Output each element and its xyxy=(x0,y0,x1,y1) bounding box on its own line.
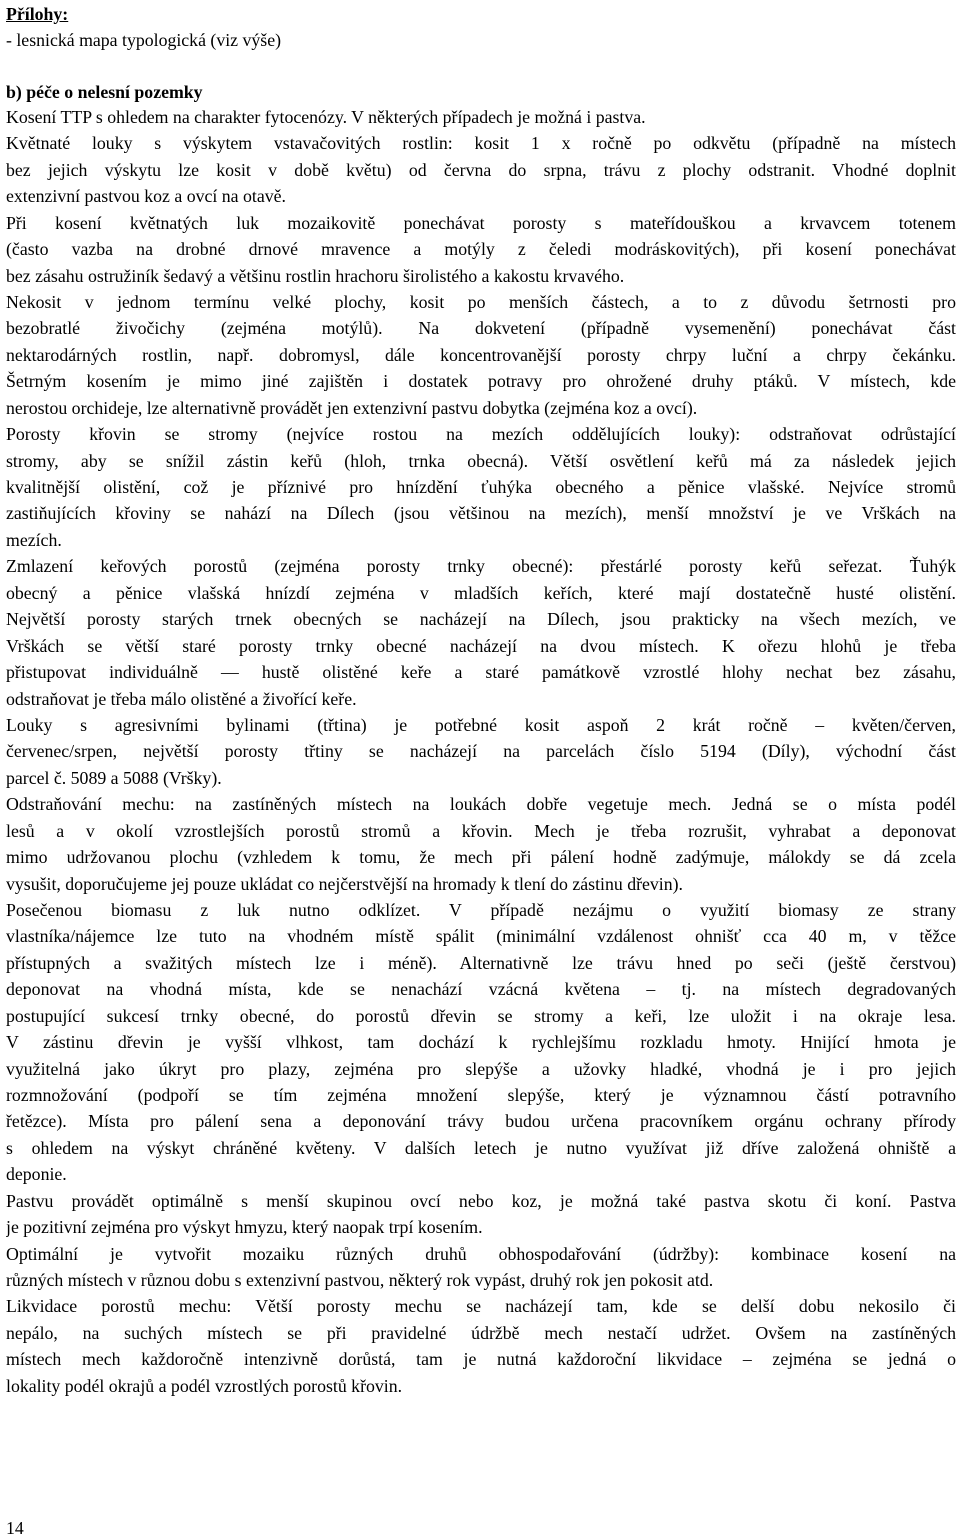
section-title: b) péče o nelesní pozemky xyxy=(6,82,203,102)
attachments-heading: Přílohy: xyxy=(6,4,69,24)
text-line: Nekosit v jednom termínu velké plochy, kosit po menších částech, a to z důvodu šetrnosti pro xyxy=(6,292,956,312)
text-line: nepálo, na suchých místech se při pravidelné údržbě mech nestačí udržet. Ovšem na zastíněných xyxy=(6,1322,956,1343)
text-line: nerostou orchideje, lze alternativně provádět jen extenzivní pastvu dobytka (zejména koz a ovcí). xyxy=(6,397,698,418)
text-line: Porosty křovin se stromy (nejvíce rostou na mezích oddělujících louky): odstraňovat odrůstající xyxy=(6,424,956,445)
text-line: Optimální je vytvořit mozaiku různých druhů obhospodařování (údržby): kombinace kosení na xyxy=(6,1243,956,1264)
text-line: Květnaté louky s výskytem vstavačovitých rostlin: kosit 1 x ročně po odkvětu (případně na místech xyxy=(6,133,956,154)
text-line: vlastníka/nájemce lze tuto na vhodném místě spálit (minimální vzdálenost ohnišť cca 40 m, v těžce xyxy=(6,926,956,947)
text-line: mezích. xyxy=(6,529,62,550)
text-line: stromy, aby se snížil zástin keřů (hloh, trnka obecná). Větší osvětlení keřů má za následek jejich xyxy=(6,450,956,471)
text-line: parcel č. 5089 a 5088 (Vršky). xyxy=(6,767,222,788)
text-line: lokality podél okrajů a podél vzrostlých porostů křovin. xyxy=(6,1375,403,1396)
text-line: obecný a pěnice vlašská hnízdí zejména v mladších keřích, které mají dostatečně husté olistění. xyxy=(6,582,956,603)
page-number: 14 xyxy=(6,1518,24,1538)
text-line: řetězce). Místa pro pálení sena a deponování trávy budou určena pracovníkem orgánu ochrany přírody xyxy=(6,1111,956,1132)
text-line: Posečenou biomasu z luk nutno odklízet. V případě nezájmu o využití biomasy ze strany xyxy=(6,899,956,920)
text-line: odstraňovat je třeba málo olistěné a živořící keře. xyxy=(6,688,357,709)
text-line: přistupovat individuálně — hustě olistěné keře a staré památkově vzrostlé hlohy nechat bez zásahu, xyxy=(6,662,956,682)
text-line: deponie. xyxy=(6,1164,67,1185)
text-line: extenzivní pastvou koz a ovcí na otavě. xyxy=(6,186,286,207)
text-line: Vrškách se větší staré porosty trnky obecné nacházejí na dvou místech. K ořezu hlohů je třeba xyxy=(6,635,956,656)
text-line: využitelná jako úkryt pro plazy, zejména pro slepýše a užovky hladké, vhodná je i pro jejich xyxy=(6,1058,956,1079)
text-line: vysušit, doporučujeme jej pouze ukládat co nejčerstvější na hromady k tlení do zástinu dřevin). xyxy=(6,873,683,894)
text-line: bez jejich výskytu lze kosit v době květu) od června do srpna, trávu z plochy odstranit. Vhodné doplnit xyxy=(6,159,956,180)
text-line: Kosení TTP s ohledem na charakter fytocenózy. V některých případech je možná i pastva. xyxy=(6,107,646,127)
text-line: Při kosení květnatých luk mozaikovitě ponechávat porosty s mateřídouškou a krvavcem totenem xyxy=(6,212,956,233)
text-line: místech mech každoročně intenzivně dorůstá, tam je nutná každoroční likvidace – zejména se jedná o xyxy=(6,1349,956,1370)
text-line: Zmlazení keřových porostů (zejména porosty trnky obecné): přestárlé porosty keřů seřezat. Ťuhýk xyxy=(6,556,956,577)
text-line: bez zásahu ostružiník šedavý a většinu rostlin hrachoru širolistého a kakostu krvavého. xyxy=(6,265,625,286)
text-line: s ohledem na výskyt chráněné květeny. V dalších letech je nutno využívat již dříve založená ohniště a xyxy=(6,1137,956,1158)
text-line: deponovat na vhodná místa, kde se nenachází vzácná květena – tj. na místech degradovaných xyxy=(6,979,956,1000)
text-line: zastiňujících křoviny se nahází na Dílech (jsou většinou na mezích), menší množství je ve Vrškách na xyxy=(6,503,956,524)
text-line: bezobratlé živočichy (zejména motýlů). Na dokvetení (případně vysemenění) ponechávat část xyxy=(6,318,956,339)
text-line: mimo udržovanou plochu (vzhledem k tomu, že mech při pálení hodně zadýmuje, málokdy se dá zcela xyxy=(6,847,956,867)
text-line: Největší porosty starých trnek obecných se nacházejí na Dílech, jsou prakticky na všech mezích, ve xyxy=(6,609,956,630)
text-line: Pastvu provádět optimálně s menší skupinou ovcí nebo koz, je možná také pastva skotu či koní. Pastva xyxy=(6,1190,956,1211)
text-line: (často vazba na drobné drnové mravence a motýly z čeledi modráskovitých), při kosení ponechávat xyxy=(6,239,956,260)
text-line: různých místech v různou dobu s extenzivní pastvou, některý rok vypást, druhý rok jen pokosit atd. xyxy=(6,1269,714,1290)
text-line: rozmnožování (podpoří se tím zejména množení slepýše, který je významnou částí potravního xyxy=(6,1084,956,1105)
text-line: postupující sukcesí trnky obecné, do porostů dřevin se stromy a keři, lze uložit i na okraje lesa. xyxy=(6,1005,956,1026)
text-line: přístupných a svažitých místech lze i méně). Alternativně lze trávu hned po seči (ještě čerstvou) xyxy=(6,952,956,973)
text-line: Šetrným kosením je mimo jiné zajištěn i dostatek potravy pro ohrožené druhy ptáků. V místech, kde xyxy=(6,371,956,392)
text-line: nektarodárných rostlin, např. dobromysl, dále koncentrovanější porosty chrpy luční a chrpy čekánku. xyxy=(6,344,956,365)
text-line: je pozitivní zejména pro výskyt hmyzu, který naopak trpí kosením. xyxy=(6,1217,483,1238)
text-line: lesů a v okolí vzrostlejších porostů stromů a křovin. Mech je třeba rozrušit, vyhrabat a deponovat xyxy=(6,820,956,841)
text-line: kvalitnější olistění, což je příznivé pro hnízdění ťuhýka obecného a pěnice vlašské. Nejvíce stromů xyxy=(6,477,956,497)
attachments-item: - lesnická mapa typologická (viz výše) xyxy=(6,30,282,50)
text-line: Odstraňování mechu: na zastíněných místech na loukách dobře vegetuje mech. Jedná se o místa podél xyxy=(6,794,956,815)
text-line: Louky s agresivními bylinami (třtina) je potřebné kosit aspoň 2 krát ročně – květen/červen, xyxy=(6,714,956,735)
text-line: Likvidace porostů mechu: Větší porosty mechu se nacházejí tam, kde se delší dobu nekosilo či xyxy=(6,1296,956,1317)
text-line: červenec/srpen, největší porosty třtiny se nacházejí na parcelách číslo 5194 (Díly), východní část xyxy=(6,741,956,762)
text-line: V zástinu dřevin je vyšší vlhkost, tam dochází k rychlejšímu rozkladu hmoty. Hnijící hmota je xyxy=(6,1032,956,1052)
